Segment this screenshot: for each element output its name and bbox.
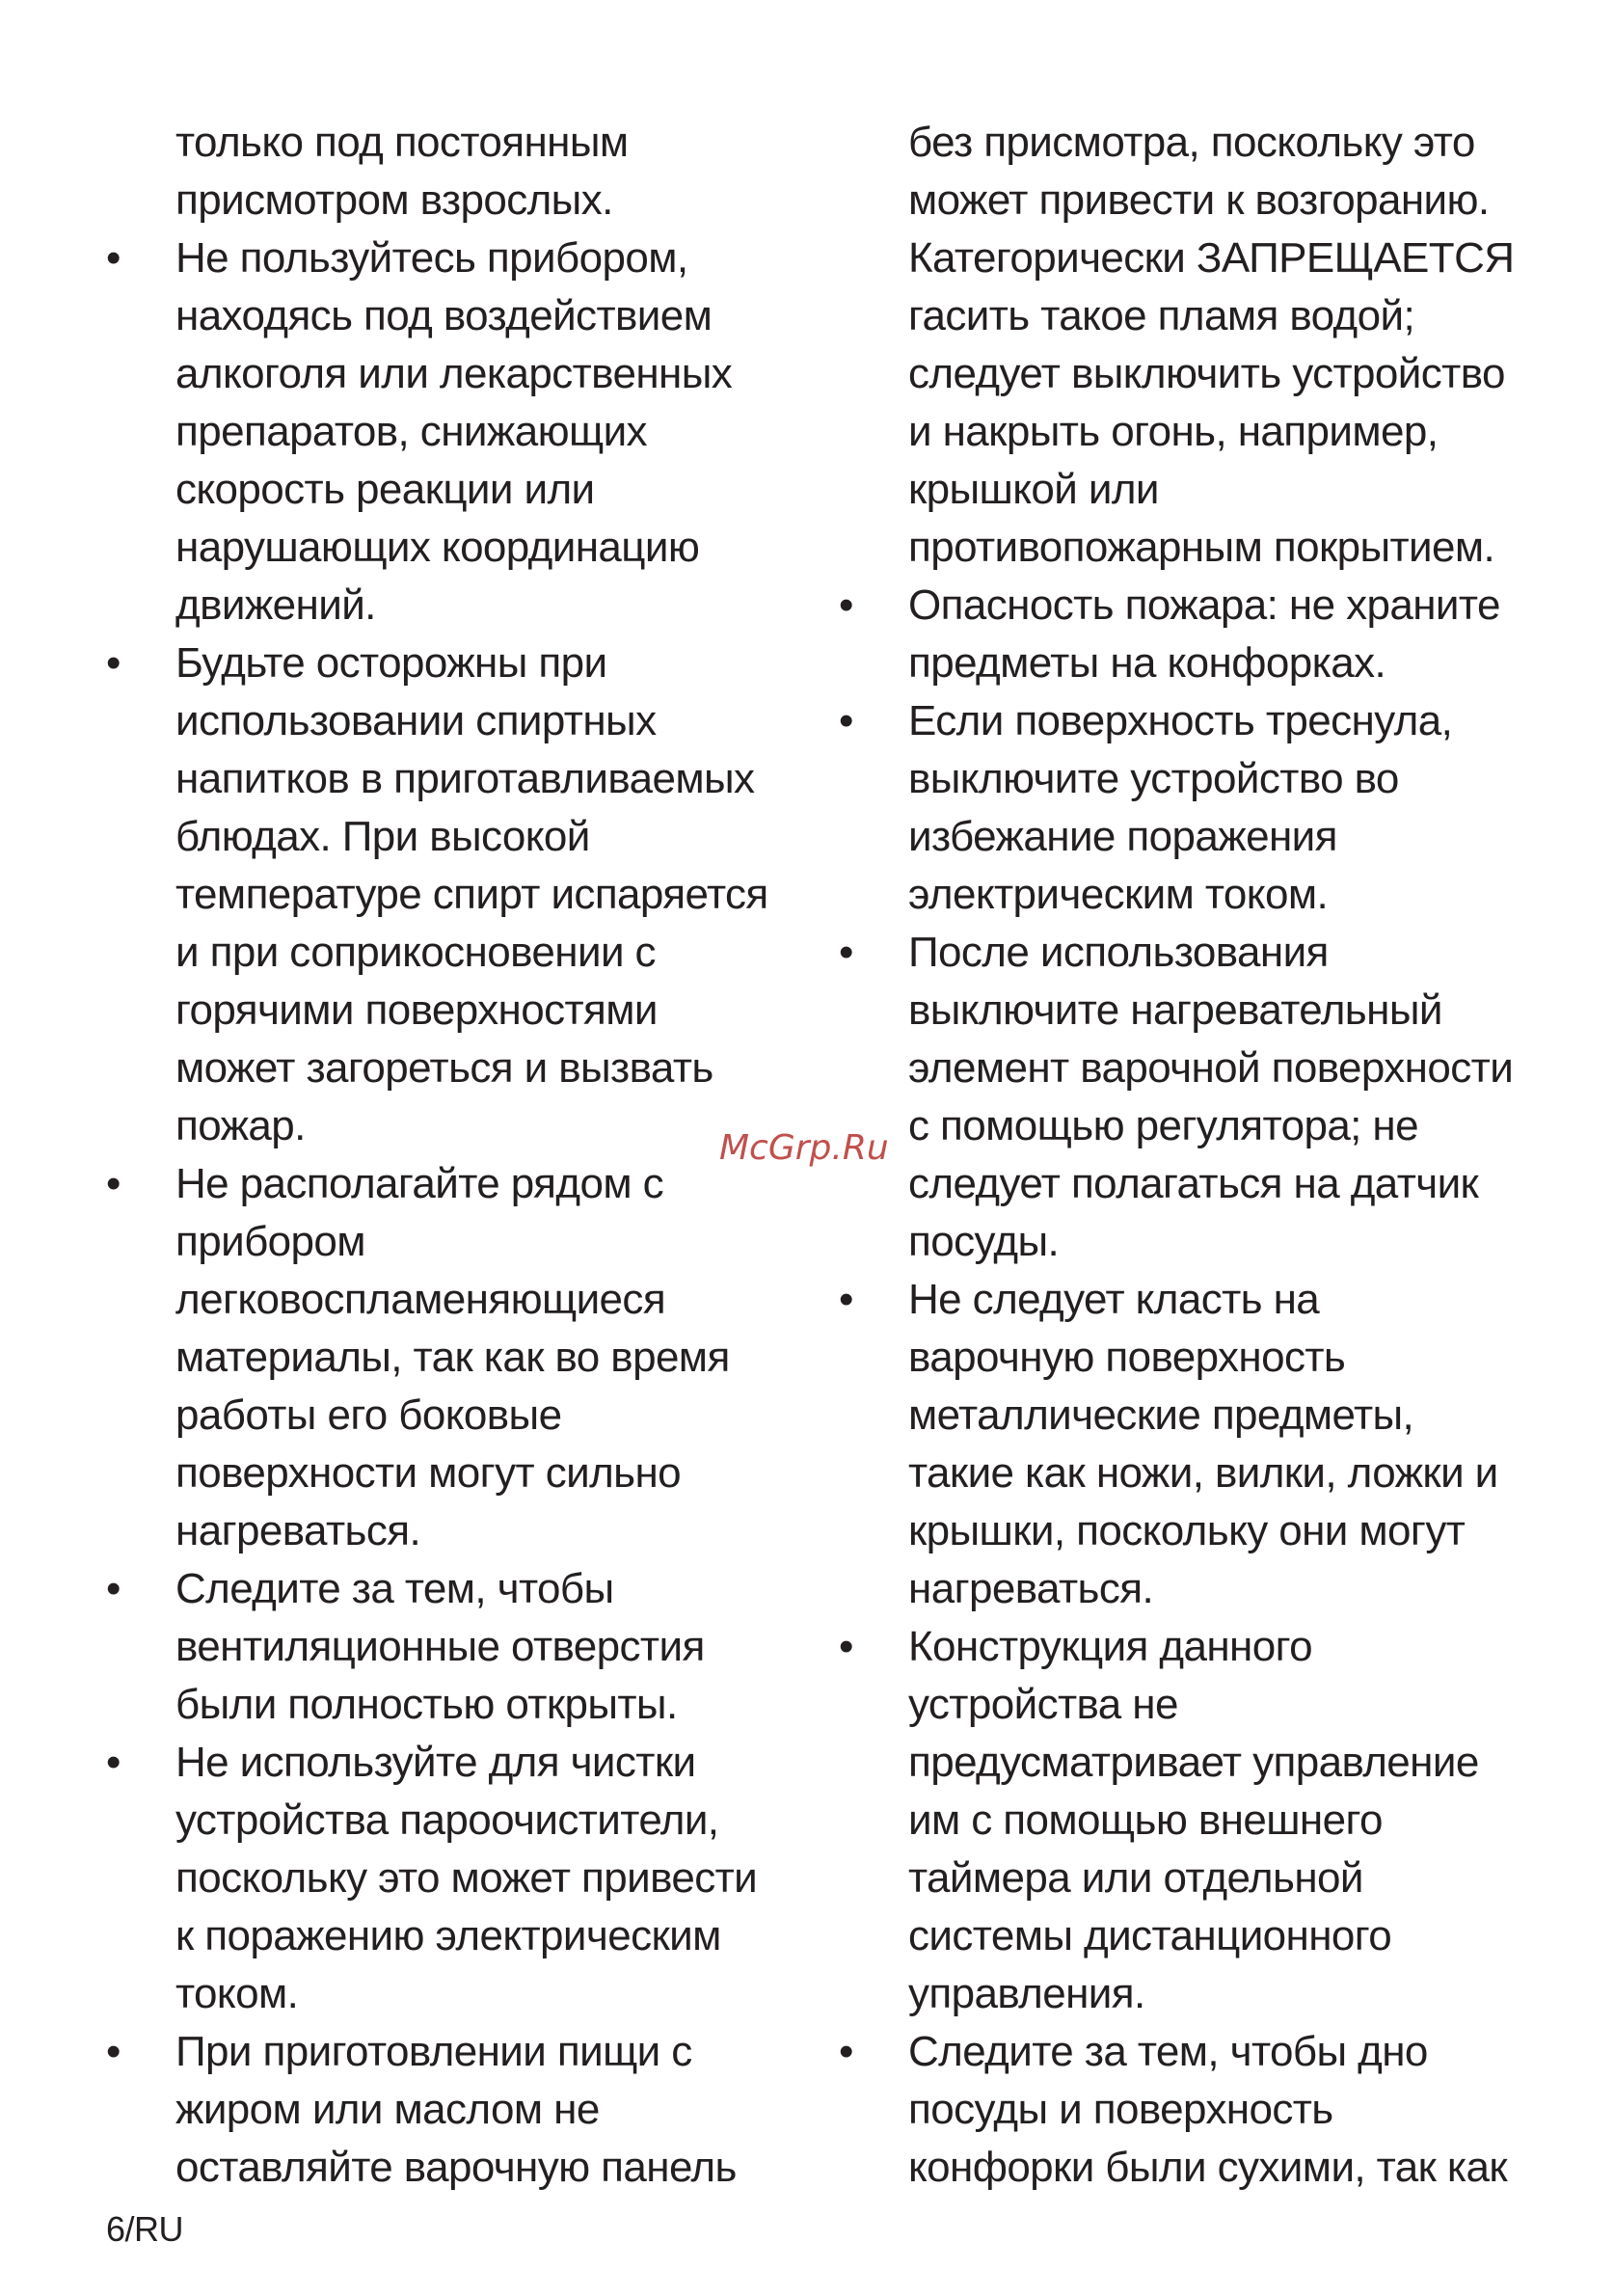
text-line: блюдах. При высокой — [175, 813, 590, 860]
text-line: • Не используйте для чистки — [175, 1739, 696, 1786]
text-line: поверхности могут сильно — [175, 1449, 682, 1497]
text-line: вентиляционные отверстия — [175, 1623, 705, 1670]
bullet-item — [106, 2023, 800, 2197]
left-column — [106, 114, 800, 2197]
text-line: • Следите за тем, чтобы дно — [908, 2028, 1428, 2075]
text-line: работы его боковые — [175, 1391, 562, 1439]
text-line: устройства не — [908, 1681, 1178, 1728]
text-line: жиром или маслом не — [175, 2086, 600, 2133]
text-line: поскольку это может привести — [175, 1854, 758, 1902]
text-line: нарушающих координацию — [175, 524, 700, 571]
text-line: легковоспламеняющиеся — [175, 1276, 666, 1323]
text-line: алкоголя или лекарственных — [175, 350, 733, 397]
paragraph-continuation — [106, 114, 800, 230]
text-line: • При приготовлении пищи с — [175, 2028, 692, 2075]
bullet-item — [106, 1155, 800, 1560]
text-line: • После использования — [908, 929, 1329, 976]
text-line: может загореться и вызвать — [175, 1044, 713, 1092]
text-line: без присмотра, поскольку это — [908, 119, 1475, 166]
bullet-item — [106, 635, 800, 1155]
text-line: крышкой или — [908, 466, 1159, 513]
text-line: материалы, так как во время — [175, 1334, 730, 1381]
text-line: • Будьте осторожны при — [175, 639, 607, 687]
text-line: • Не располагайте рядом с — [175, 1160, 663, 1207]
bullet-item — [106, 1560, 800, 1734]
text-line: • Не пользуйтесь прибором, — [175, 234, 688, 282]
page-number: 6/RU — [106, 2209, 184, 2249]
text-line: с помощью регулятора; не — [908, 1102, 1419, 1149]
paragraph-continuation — [839, 114, 1533, 577]
text-line: • Если поверхность треснула, — [908, 697, 1453, 744]
text-line: использовании спиртных — [175, 697, 657, 744]
text-line: крышки, поскольку они могут — [908, 1507, 1466, 1554]
text-line: предметы на конфорках. — [908, 639, 1386, 687]
text-line: системы дистанционного — [908, 1912, 1392, 1959]
text-line: гасить такое пламя водой; — [908, 292, 1415, 339]
text-line: движений. — [175, 581, 376, 629]
text-line: таймера или отдельной — [908, 1854, 1363, 1902]
text-line: • Конструкция данного — [908, 1623, 1312, 1670]
text-line: элемент варочной поверхности — [908, 1044, 1514, 1092]
bullet-item — [839, 577, 1533, 692]
text-line: пожар. — [175, 1102, 306, 1149]
bullet-item — [839, 2023, 1533, 2197]
text-line: током. — [175, 1970, 299, 2017]
text-line: следует полагаться на датчик — [908, 1160, 1479, 1207]
text-line: посуды. — [908, 1218, 1060, 1265]
bullet-item — [106, 230, 800, 635]
text-line: были полностью открыты. — [175, 1681, 678, 1728]
text-line: противопожарным покрытием. — [908, 524, 1495, 571]
text-line: устройства пароочистители, — [175, 1796, 719, 1844]
text-line: металлические предметы, — [908, 1391, 1414, 1439]
text-line: и при соприкосновении с — [175, 929, 656, 976]
text-line: избежание поражения — [908, 813, 1337, 860]
text-line: • Опасность пожара: не храните — [908, 581, 1500, 629]
text-line: следует выключить устройство — [908, 350, 1505, 397]
text-line: электрическим током. — [908, 871, 1329, 918]
watermark: McGrp.Ru — [719, 1128, 889, 1168]
text-line: находясь под воздействием — [175, 292, 713, 339]
text-line: к поражению электрическим — [175, 1912, 721, 1959]
text-line: присмотром взрослых. — [175, 176, 613, 224]
text-line: горячими поверхностями — [175, 986, 658, 1034]
text-line: препаратов, снижающих — [175, 408, 647, 455]
text-line: оставляйте варочную панель — [175, 2144, 737, 2191]
text-line: • Следите за тем, чтобы — [175, 1565, 614, 1612]
text-line: может привести к возгоранию. — [908, 176, 1490, 224]
bullet-item — [839, 924, 1533, 1271]
text-line: прибором — [175, 1218, 365, 1265]
bullet-item — [839, 1618, 1533, 2023]
text-line: выключите устройство во — [908, 755, 1399, 802]
bullet-item — [839, 1271, 1533, 1618]
bullet-item — [839, 692, 1533, 924]
text-line: нагреваться. — [908, 1565, 1154, 1612]
text-line: и накрыть огонь, например, — [908, 408, 1439, 455]
text-line: такие как ножи, вилки, ложки и — [908, 1449, 1498, 1497]
text-line: Категорически ЗАПРЕЩАЕТСЯ — [908, 234, 1515, 282]
text-line: варочную поверхность — [908, 1334, 1346, 1381]
text-line: управления. — [908, 1970, 1145, 2017]
text-line: скорость реакции или — [175, 466, 595, 513]
bullet-item — [106, 1734, 800, 2023]
text-line: напитков в приготавливаемых — [175, 755, 755, 802]
text-line: температуре спирт испаряется — [175, 871, 768, 918]
text-line: только под постоянным — [175, 119, 629, 166]
text-line: выключите нагревательный — [908, 986, 1442, 1034]
text-line: конфорки были сухими, так как — [908, 2144, 1508, 2191]
text-line: посуды и поверхность — [908, 2086, 1333, 2133]
text-line: нагреваться. — [175, 1507, 421, 1554]
text-line: им с помощью внешнего — [908, 1796, 1383, 1844]
right-column — [839, 114, 1533, 2197]
text-line: • Не следует класть на — [908, 1276, 1320, 1323]
text-line: предусматривает управление — [908, 1739, 1479, 1786]
